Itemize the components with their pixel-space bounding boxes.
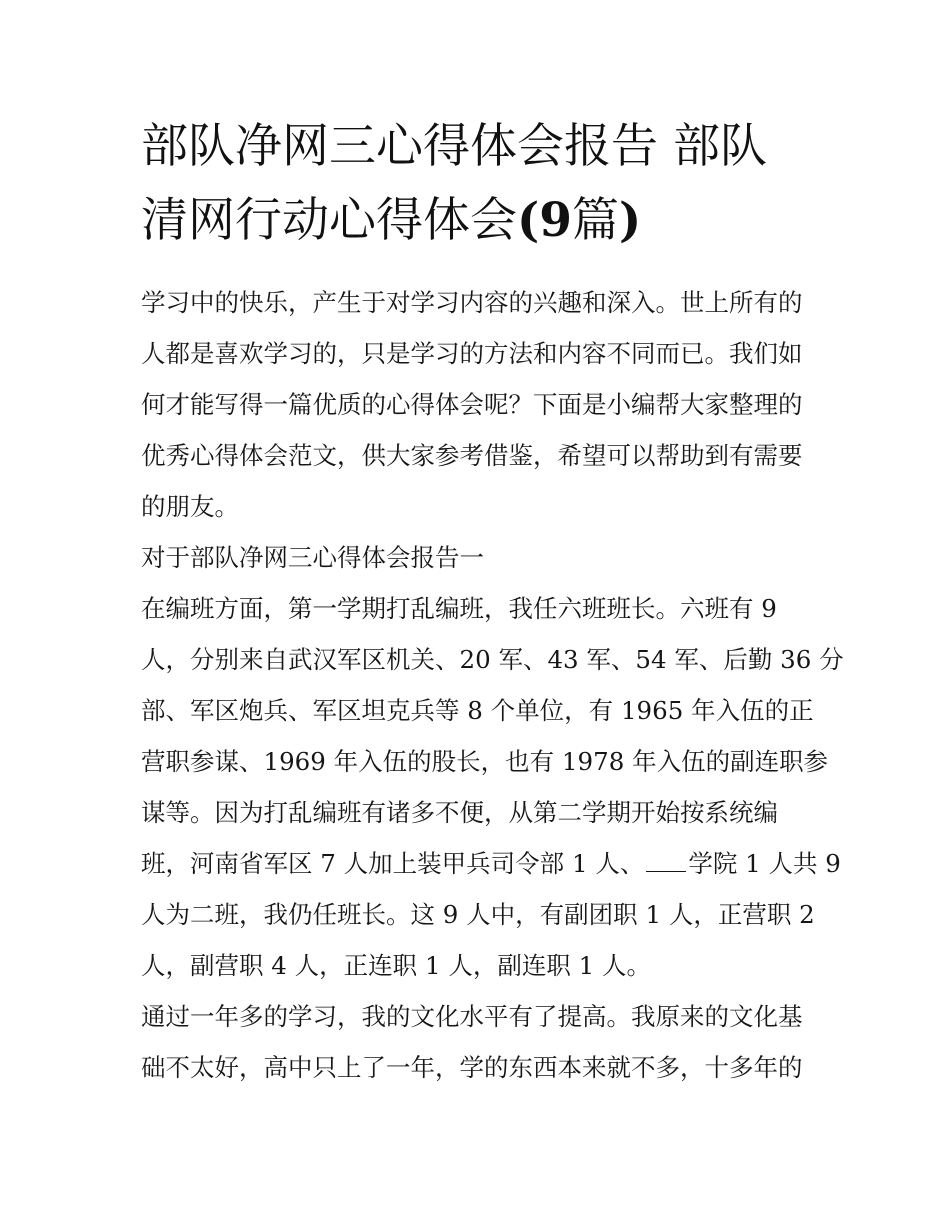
paragraph-line: 通过一年多的学习，我的文化水平有了提高。我原来的文化基	[141, 1002, 803, 1031]
title-line-2-unit: 篇	[571, 193, 619, 248]
title-line-2-close: )	[618, 193, 642, 248]
intro-line: 的朋友。	[141, 492, 239, 521]
intro-line: 人都是喜欢学习的，只是学习的方法和内容不同而已。我们如	[141, 339, 803, 368]
intro-line: 优秀心得体会范文，供大家参考借鉴，希望可以帮助到有需要	[141, 441, 803, 470]
intro-line: 学习中的快乐，产生于对学习内容的兴趣和深入。世上所有的	[141, 288, 803, 317]
title-line-2-count: (9	[517, 193, 572, 248]
paragraph-line: 在编班方面，第一学期打乱编班，我任六班班长。六班有 9	[141, 594, 777, 623]
paragraph-line: 人，分别来自武汉军区机关、20 军、43 军、54 军、后勤 36 分	[141, 645, 844, 674]
paragraph-line-after-blank: 学院 1 人共 9	[688, 849, 841, 878]
paragraph-line: 人为二班，我仍任班长。这 9 人中，有副团职 1 人，正营职 2	[141, 900, 815, 929]
paragraph-line: 部、军区炮兵、军区坦克兵等 8 个单位，有 1965 年入伍的正	[141, 696, 814, 725]
paragraph-line: 谋等。因为打乱编班有诸多不便，从第二学期开始按系统编	[141, 798, 778, 827]
paragraph-line-before-blank: 班，河南省军区 7 人加上装甲兵司令部 1 人、	[141, 849, 645, 878]
paragraph-line	[141, 838, 841, 889]
document-title	[141, 110, 821, 258]
paragraph-line: 人，副营职 4 人，正连职 1 人，副连职 1 人。	[141, 951, 651, 980]
intro-line: 何才能写得一篇优质的心得体会呢？下面是小编帮大家整理的	[141, 390, 803, 419]
title-line-2-prefix: 清网行动心得体会	[141, 193, 517, 248]
paragraph-line: 础不太好，高中只上了一年，学的东西本来就不多，十多年的	[141, 1053, 803, 1082]
document-body	[141, 277, 844, 1093]
redacted-blank	[646, 845, 686, 872]
paragraph-line: 营职参谋、1969 年入伍的股长，也有 1978 年入伍的副连职参	[141, 747, 829, 776]
section-heading: 对于部队净网三心得体会报告一	[141, 543, 484, 572]
title-line-1: 部队净网三心得体会报告 部队	[141, 119, 767, 174]
